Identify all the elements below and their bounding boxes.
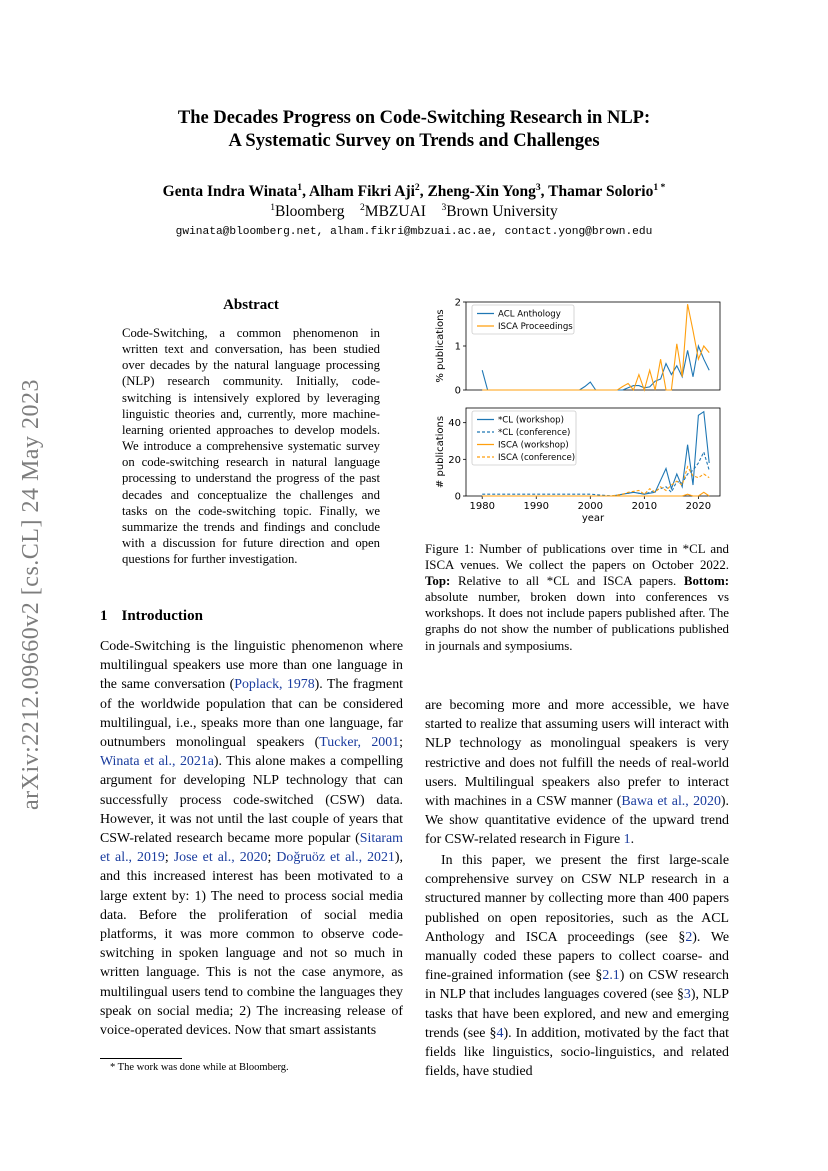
author-list: Genta Indra Winata$^1$, Alham Fikri Aji$^2$, Zheng-Xin Yong$^3$, Thamar Solorio$^{1 *}$ xyxy=(162,182,666,201)
author: Zheng-Xin Yong$^3$ xyxy=(427,182,541,201)
author: Genta Indra Winata$^1$ xyxy=(162,182,303,201)
paragraph-text: ; xyxy=(399,735,403,751)
legend-label: *CL (workshop) xyxy=(498,415,564,426)
author: Alham Fikri Aji$^2$ xyxy=(309,182,420,201)
legend-label: ISCA (conference) xyxy=(498,453,576,463)
citation-link[interactable]: Poplack, 1978 xyxy=(234,677,315,693)
y-tick-label: 1 xyxy=(454,341,461,353)
x-tick-label: 2020 xyxy=(685,501,712,512)
paragraph-text: ). We manually coded these papers to collect coarse- and fine-grained information (see § xyxy=(425,929,729,984)
y-tick-label: 0 xyxy=(454,385,461,397)
intro-paragraph-1-continued xyxy=(425,696,729,850)
y-tick-label: 40 xyxy=(448,418,461,430)
affiliation: $^2$MBZUAI xyxy=(360,202,426,221)
y-tick-label: 2 xyxy=(454,297,461,309)
author: Thamar Solorio$^{1 *}$ xyxy=(548,182,666,201)
paragraph-text: ), NLP tasks that have been explored, and new and emerging trends (see § xyxy=(425,987,729,1041)
citation-link[interactable]: 4 xyxy=(496,1025,504,1041)
citation-link[interactable]: Sitaram et al., 2019 xyxy=(100,831,403,866)
section-heading xyxy=(100,608,203,625)
series-line xyxy=(482,467,709,496)
paragraph-text: ). We show quantitative evidence of the upward trend for CSW-related research in Figure xyxy=(425,794,729,848)
x-tick-label: 1990 xyxy=(523,501,549,512)
arxiv-stamp: arXiv:2212.09660v2 [cs.CL] 24 May 2023 xyxy=(18,379,44,811)
legend-label: ACL Anthology xyxy=(498,309,561,320)
intro-paragraph-1 xyxy=(100,637,403,1040)
citation-link[interactable]: Winata et al., 2021a xyxy=(100,754,214,770)
footnote: * The work was done while at Bloomberg. xyxy=(110,1062,289,1073)
legend-label: *CL (conference) xyxy=(498,428,571,438)
citation-link[interactable]: 2 xyxy=(685,929,693,945)
y-axis-label: % publications xyxy=(435,309,446,383)
series-line xyxy=(482,346,709,390)
paper-title xyxy=(100,107,728,153)
paragraph-text: ). This alone makes a compelling argument for developing NLP technology that can successfully process code-switched (CSW) data. However, it was not until the last couple of years that CSW-related research became more popular ( xyxy=(100,754,403,847)
citation-link[interactable]: 2.1 xyxy=(602,968,620,984)
paragraph-text: ) on CSW research in NLP that includes languages covered (see § xyxy=(425,968,729,1003)
citation-link[interactable]: Bawa et al., 2020 xyxy=(621,794,721,810)
citation-link[interactable]: 1 xyxy=(623,832,631,848)
figure-caption: Figure 1: Number of publications over time in *CL and ISCA venues. We collect the papers on October 2022. Top: Relative to all *CL and ISCA papers. Bottom: absolute number, broken down into conferences vs workshops. It does not include papers published after. The graphs do not show the number of publications published in journals and symposiums. xyxy=(425,542,729,653)
paragraph-text: In this paper, we present the first large-scale comprehensive survey on CSW NLP research in a structured manner by collecting more than 400 papers published on open repositories, such as the ACL Anthology and ISCA proceedings (see § xyxy=(425,853,729,945)
x-tick-label: 2010 xyxy=(631,501,658,512)
legend-label: ISCA Proceedings xyxy=(498,322,573,332)
legend-label: ISCA (workshop) xyxy=(498,440,569,451)
caption-top-label: Top: xyxy=(425,574,451,589)
title-line-2: A Systematic Survey on Trends and Challenges xyxy=(228,131,600,151)
affiliation: $^1$Bloomberg xyxy=(270,202,345,221)
caption-label: Figure 1: xyxy=(425,542,474,556)
author-emails: gwinata@bloomberg.net, alham.fikri@mbzuai.ac.ae, contact.yong@brown.edu xyxy=(175,226,653,238)
affiliations xyxy=(100,202,728,221)
paragraph-text: ). In addition, motivated by the fact that fields like linguistics, socio-linguistics, and related fields, have studied xyxy=(425,1025,730,1080)
paragraph-text: ; xyxy=(267,850,277,866)
footnote-rule xyxy=(100,1058,182,1059)
x-tick-label: 2000 xyxy=(577,501,604,512)
x-axis-label: year xyxy=(581,513,605,524)
abstract-heading: Abstract xyxy=(223,297,279,313)
title-line-1: The Decades Progress on Code-Switching Research in NLP: xyxy=(177,108,651,128)
y-tick-label: 20 xyxy=(448,454,461,466)
citation-link[interactable]: Doğruöz et al., 2021 xyxy=(276,850,395,866)
paragraph-text: ; xyxy=(164,850,174,866)
section-number: 1 xyxy=(100,608,108,624)
paragraph-text: ). The fragment of the worldwide population that can be considered multilingual, i.e., speaks more than one language, far outnumbers monolingual speakers ( xyxy=(100,677,403,751)
figure-1-chart xyxy=(430,296,726,528)
series-line xyxy=(482,492,709,496)
y-tick-label: 0 xyxy=(454,491,461,503)
intro-paragraph-2 xyxy=(425,851,729,1081)
x-tick-label: 1980 xyxy=(469,501,495,512)
paragraph-text: Code-Switching is the linguistic phenomenon where multilingual speakers use more than one language in the same conversation ( xyxy=(100,639,403,693)
paragraph-text: are becoming more and more accessible, we have started to realize that assuming users will interact with NLP technology as monolingual speakers is very restrictive and does not fulfill the needs of real-world users. Multilingual speakers also prefer to interact with machines in a CSW manner ( xyxy=(425,698,729,810)
abstract-text: Code-Switching, a common phenomenon in written text and conversation, has been studied over decades by the natural language processing (NLP) research community. Initially, code-switching is intensively explored by leveraging linguistic theories and, currently, more machine-learning oriented approaches to develop models. We introduce a comprehensive systematic survey on code-switching research in natural language processing to understand the progress of the past decades and conceptualize the challenges and tasks on the code-switching topic. Finally, we summarize the trends and findings and conclude with a discussion for future direction and open questions for further investigation. xyxy=(122,326,380,567)
y-axis-label: # publications xyxy=(435,415,446,489)
affiliation: $^3$Brown University xyxy=(441,202,558,221)
section-title: Introduction xyxy=(121,608,203,624)
paragraph-text: ), and this increased interest has been motivated to a large extent by: 1) The need to process social media data. Before the proliferation of social media platforms, it was more common to observe code-switching in spoken language and not so much in written language. This is not the case anymore, as multilingual users tend to combine the languages they speak on social media; 2) The increasing release of voice-operated devices. Now that smart assistants xyxy=(100,850,403,1039)
paragraph-text: . xyxy=(630,832,635,848)
citation-link[interactable]: Jose et al., 2020 xyxy=(173,850,268,866)
citation-link[interactable]: 3 xyxy=(683,987,691,1003)
caption-bottom-label: Bottom: xyxy=(683,574,729,589)
citation-link[interactable]: Tucker, 2001 xyxy=(319,735,400,751)
